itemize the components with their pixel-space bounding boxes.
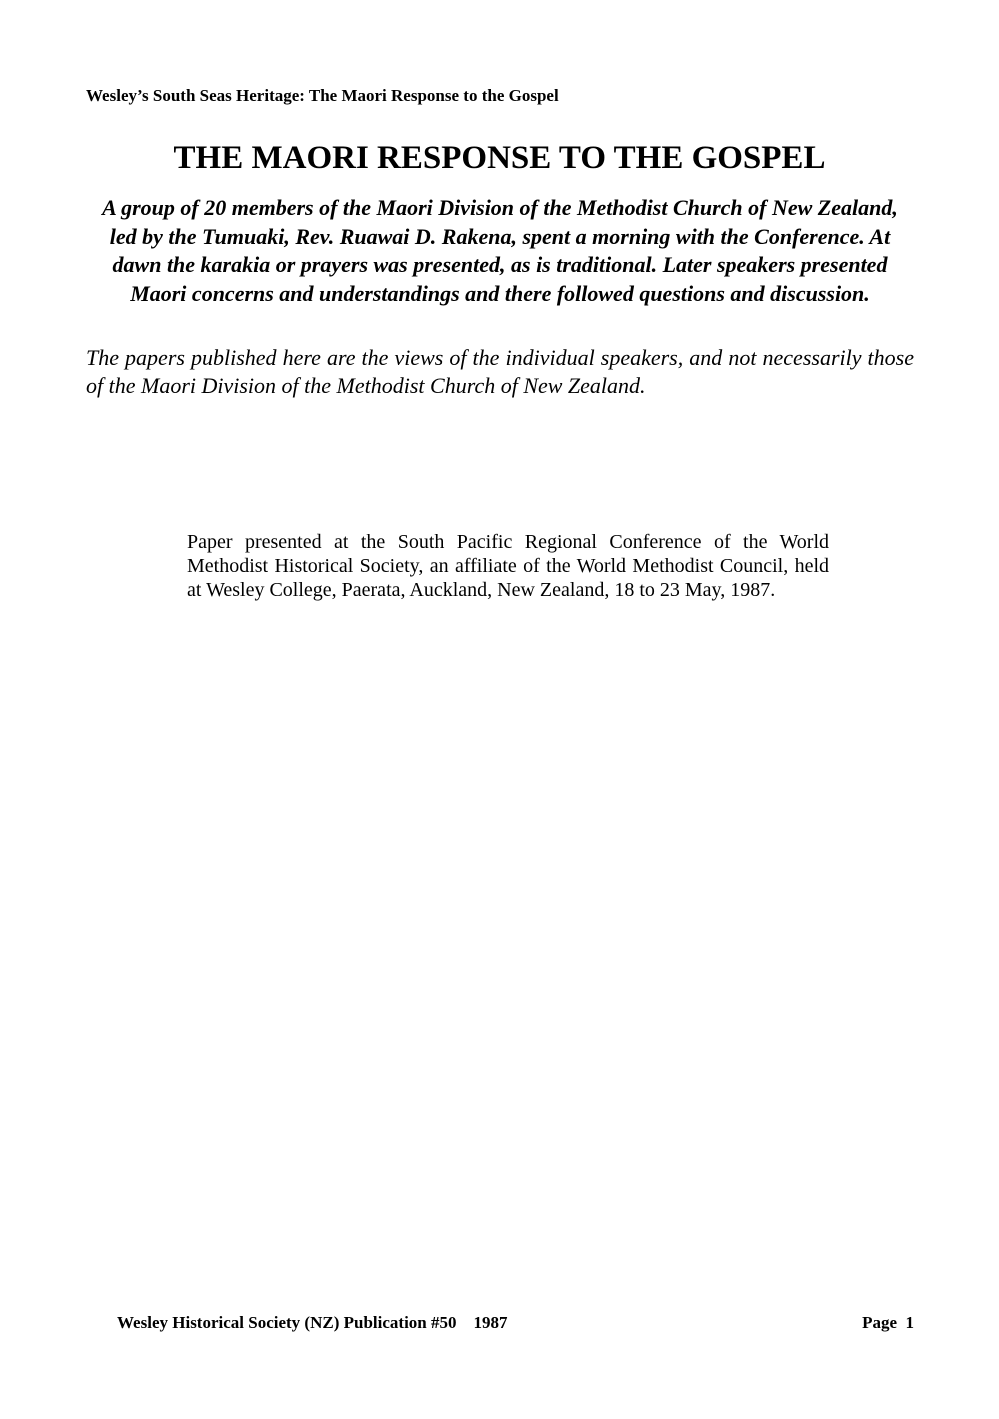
disclaimer-paragraph: The papers published here are the views of the individual speakers, and not necessarily those of the Maori Division of the Methodist Church of New Zealand.: [86, 345, 914, 398]
footer-publication: Wesley Historical Society (NZ) Publication #50 1987: [117, 1313, 508, 1332]
article-title: THE MAORI RESPONSE TO THE GOSPEL: [173, 140, 826, 176]
running-header: Wesley’s South Seas Heritage: The Maori Response to the Gospel: [86, 86, 559, 105]
presentation-note: Paper presented at the South Pacific Regional Conference of the World Methodist Historical Society, an affiliate of the World Methodist Council, held at Wesley College, Paerata, Auckland, New Zealand, 18 to 23 May, 1987.: [187, 531, 829, 601]
page-footer: [117, 1313, 914, 1333]
article-lead: A group of 20 members of the Maori Division of the Methodist Church of New Zealand, led by the Tumuaki, Rev. Ruawai D. Rakena, spent a morning with the Conference. At dawn the karakia or prayers was presented, as is traditional. Later speakers presented Maori concerns and understandings and there followed questions and discussion.: [102, 195, 898, 306]
page-number: Page 1: [862, 1313, 914, 1332]
